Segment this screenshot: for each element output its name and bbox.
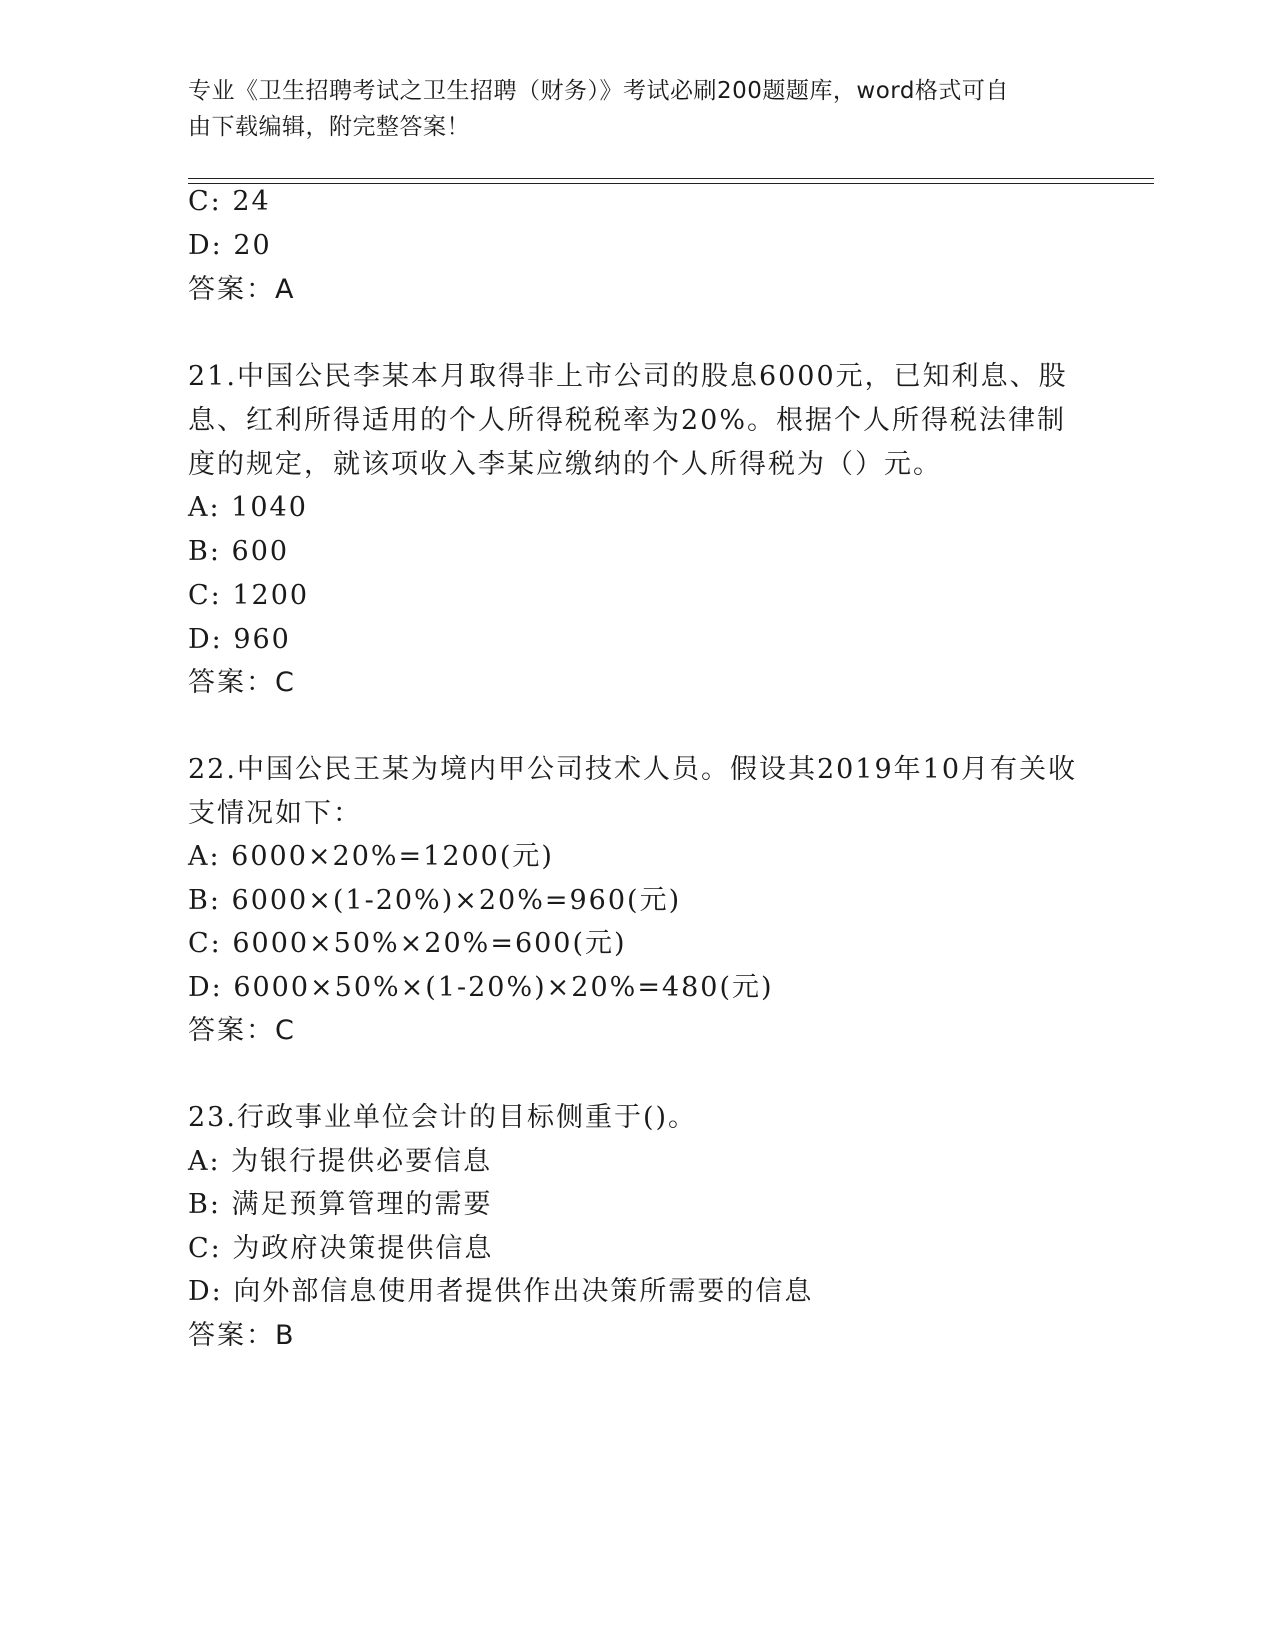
question-21-line-1: 21.中国公民李某本月取得非上市公司的股息6000元，已知利息、股 [188, 361, 1068, 392]
answer-line: 答案：A [188, 274, 296, 305]
question-22-line-1: 22.中国公民王某为境内甲公司技术人员。假设其2019年10月有关收 [188, 754, 1078, 785]
option-b-line: B: 6000×(1-20%)×20%=960(元) [188, 885, 682, 916]
option-a-line: A: 1040 [188, 492, 308, 523]
header-divider-bottom [188, 183, 1154, 184]
question-21-line-3: 度的规定，就该项收入李某应缴纳的个人所得税为（）元。 [188, 449, 942, 480]
option-a-line: A: 为银行提供必要信息 [188, 1146, 493, 1177]
option-c-line: C: 为政府决策提供信息 [188, 1233, 494, 1264]
header-line-2: 由下载编辑，附完整答案！ [188, 114, 470, 140]
question-21-line-2: 息、红利所得适用的个人所得税税率为20%。根据个人所得税法律制 [188, 405, 1067, 436]
question-22-line-2: 支情况如下： [188, 798, 362, 829]
option-c-line: C: 1200 [188, 580, 310, 611]
option-b-line: B: 600 [188, 536, 290, 567]
answer-line: 答案：C [188, 1015, 296, 1046]
document-header [188, 73, 1068, 145]
option-d-line: D: 6000×50%×(1-20%)×20%=480(元) [188, 972, 774, 1003]
option-d-line: D: 960 [188, 624, 291, 655]
header-line-1: 专业《卫生招聘考试之卫生招聘（财务）》考试必刷200题题库，word格式可自 [188, 78, 1009, 104]
header-divider-top [188, 178, 1154, 179]
option-b-line: B: 满足预算管理的需要 [188, 1189, 493, 1220]
answer-line: 答案：C [188, 667, 296, 698]
option-d-line: D: 向外部信息使用者提供作出决策所需要的信息 [188, 1276, 814, 1307]
option-a-line: A: 6000×20%=1200(元) [188, 841, 554, 872]
option-c-line: C: 24 [188, 186, 271, 217]
option-c-line: C: 6000×50%×20%=600(元) [188, 928, 627, 959]
option-d-line: D: 20 [188, 230, 272, 261]
question-23-line-1: 23.行政事业单位会计的目标侧重于()。 [188, 1102, 698, 1133]
answer-line: 答案：B [188, 1320, 296, 1351]
